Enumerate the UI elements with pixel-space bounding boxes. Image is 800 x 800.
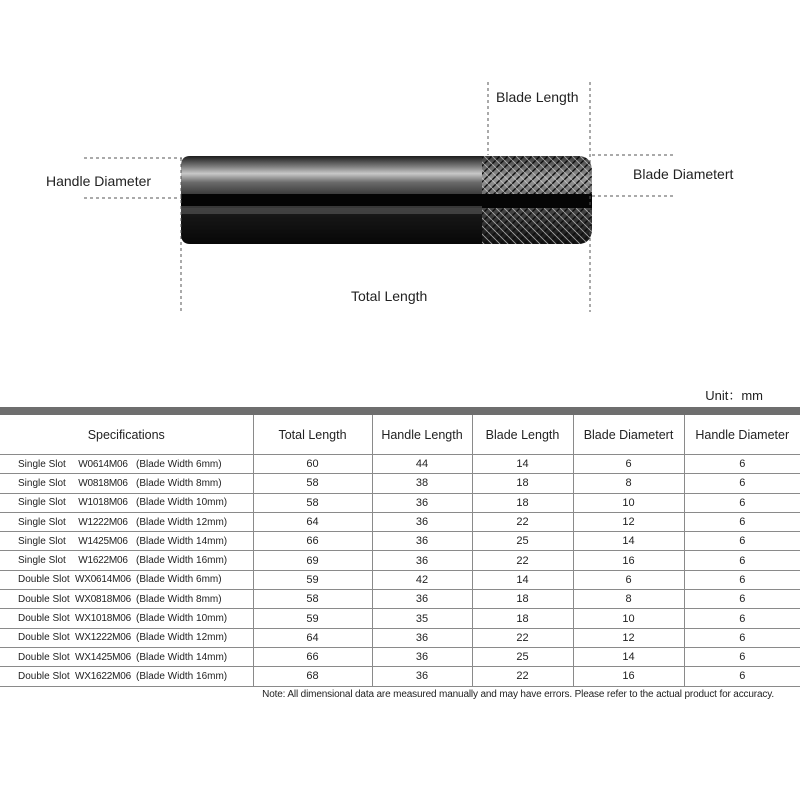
handle-length-cell: 38 <box>372 474 472 493</box>
spec-cell <box>0 628 253 647</box>
spec-cell <box>0 570 253 589</box>
blade-width: (Blade Width 12mm) <box>136 516 228 528</box>
handle-length-cell: 42 <box>372 570 472 589</box>
table-row <box>0 647 800 666</box>
blade-length-cell: 14 <box>472 455 573 474</box>
blade-diameter-cell: 6 <box>573 455 684 474</box>
blade-width: (Blade Width 8mm) <box>136 593 222 605</box>
handle-length-cell: 36 <box>372 628 472 647</box>
blade-diameter-cell: 8 <box>573 590 684 609</box>
total-length-cell: 59 <box>253 609 372 628</box>
slot-type: Single Slot <box>18 555 66 567</box>
blade-diameter-cell: 14 <box>573 532 684 551</box>
handle-diameter-cell: 6 <box>684 455 800 474</box>
blade-length-cell: 22 <box>472 628 573 647</box>
spec-cell <box>0 609 253 628</box>
blade-diameter-cell: 16 <box>573 551 684 570</box>
blade-width: (Blade Width 10mm) <box>136 497 228 509</box>
blade-width: (Blade Width 14mm) <box>136 535 228 547</box>
handle-length-cell: 36 <box>372 512 472 531</box>
header-blade-diameter: Blade Diametert <box>573 415 684 455</box>
slot-type: Single Slot <box>18 535 66 547</box>
total-length-cell: 66 <box>253 647 372 666</box>
spec-cell <box>0 590 253 609</box>
spec-cell <box>0 474 253 493</box>
blade-length-cell: 18 <box>472 609 573 628</box>
handle-diameter-cell: 6 <box>684 628 800 647</box>
total-length-label: Total Length <box>351 288 428 304</box>
blade-diameter-cell: 12 <box>573 628 684 647</box>
blade-diameter-cell: 10 <box>573 609 684 628</box>
header-handle-diameter: Handle Diameter <box>684 415 800 455</box>
handle-length-cell: 44 <box>372 455 472 474</box>
disclaimer-note: Note: All dimensional data are measured manually and may have errors. Please refer to the actual product for accuracy. <box>262 689 774 700</box>
blade-length-label: Blade Length <box>496 89 579 105</box>
model-code: W1018M06 <box>78 497 128 509</box>
model-code: W1622M06 <box>78 555 128 567</box>
spec-cell <box>0 551 253 570</box>
blade-length-cell: 22 <box>472 667 573 686</box>
header-handle-length: Handle Length <box>372 415 472 455</box>
blade-length-cell: 25 <box>472 532 573 551</box>
handle-diameter-cell: 6 <box>684 532 800 551</box>
model-code: W0818M06 <box>78 477 128 489</box>
tool-blade <box>482 156 594 246</box>
total-length-cell: 69 <box>253 551 372 570</box>
handle-length-cell: 36 <box>372 590 472 609</box>
spec-cell <box>0 667 253 686</box>
blade-length-cell: 14 <box>472 570 573 589</box>
table-row <box>0 551 800 570</box>
spec-cell <box>0 512 253 531</box>
blade-width: (Blade Width 12mm) <box>136 632 228 644</box>
blade-length-cell: 22 <box>472 551 573 570</box>
table-row <box>0 628 800 647</box>
table-row <box>0 474 800 493</box>
blade-width: (Blade Width 8mm) <box>136 477 222 489</box>
model-code: WX1622M06 <box>74 670 131 682</box>
blade-diameter-cell: 16 <box>573 667 684 686</box>
handle-diameter-label: Handle Diameter <box>46 173 152 189</box>
handle-length-cell: 36 <box>372 647 472 666</box>
handle-length-cell: 36 <box>372 551 472 570</box>
blade-width: (Blade Width 10mm) <box>136 613 228 625</box>
blade-length-cell: 22 <box>472 512 573 531</box>
model-code: W1425M06 <box>78 535 128 547</box>
blade-width: (Blade Width 14mm) <box>136 651 228 663</box>
total-length-cell: 68 <box>253 667 372 686</box>
blade-diameter-cell: 12 <box>573 512 684 531</box>
model-code: WX1018M06 <box>74 613 131 625</box>
handle-diameter-cell: 6 <box>684 667 800 686</box>
model-code: WX1425M06 <box>74 651 131 663</box>
spec-cell <box>0 493 253 512</box>
table-row <box>0 570 800 589</box>
handle-diameter-cell: 6 <box>684 590 800 609</box>
spec-cell <box>0 455 253 474</box>
handle-length-cell: 36 <box>372 493 472 512</box>
header-specifications: Specifications <box>0 415 253 455</box>
handle-diameter-cell: 6 <box>684 647 800 666</box>
product-diagram <box>0 0 800 330</box>
model-code: WX0614M06 <box>74 574 131 586</box>
blade-diameter-cell: 10 <box>573 493 684 512</box>
table-row <box>0 493 800 512</box>
blade-diameter-cell: 14 <box>573 647 684 666</box>
table-body <box>0 455 800 687</box>
slot-type: Double Slot <box>18 632 70 644</box>
slot-type: Single Slot <box>18 458 66 470</box>
slot-type: Double Slot <box>18 651 70 663</box>
handle-diameter-cell: 6 <box>684 493 800 512</box>
blade-length-cell: 18 <box>472 590 573 609</box>
blade-diameter-cell: 8 <box>573 474 684 493</box>
handle-length-cell: 35 <box>372 609 472 628</box>
handle-diameter-cell: 6 <box>684 474 800 493</box>
total-length-cell: 64 <box>253 628 372 647</box>
total-length-cell: 59 <box>253 570 372 589</box>
total-length-cell: 58 <box>253 474 372 493</box>
slot-type: Double Slot <box>18 593 70 605</box>
spec-cell <box>0 647 253 666</box>
unit-label: Unit：mm <box>705 388 763 403</box>
table-row <box>0 609 800 628</box>
slot-type: Double Slot <box>18 670 70 682</box>
total-length-cell: 64 <box>253 512 372 531</box>
handle-length-cell: 36 <box>372 532 472 551</box>
model-code: WX0818M06 <box>74 593 131 605</box>
blade-diameter-cell: 6 <box>573 570 684 589</box>
blade-diameter-label: Blade Diametert <box>633 166 734 182</box>
table-header-row <box>0 415 800 455</box>
handle-length-cell: 36 <box>372 667 472 686</box>
table-row <box>0 590 800 609</box>
blade-width: (Blade Width 6mm) <box>136 458 222 470</box>
total-length-cell: 58 <box>253 590 372 609</box>
tool-shank <box>181 156 491 244</box>
blade-width: (Blade Width 6mm) <box>136 574 222 586</box>
blade-width: (Blade Width 16mm) <box>136 670 228 682</box>
table-row <box>0 455 800 474</box>
total-length-cell: 58 <box>253 493 372 512</box>
handle-diameter-cell: 6 <box>684 512 800 531</box>
blade-length-cell: 25 <box>472 647 573 666</box>
total-length-cell: 66 <box>253 532 372 551</box>
model-code: WX1222M06 <box>74 632 131 644</box>
total-length-cell: 60 <box>253 455 372 474</box>
blade-length-cell: 18 <box>472 493 573 512</box>
handle-diameter-cell: 6 <box>684 570 800 589</box>
spec-table <box>0 407 800 687</box>
slot-type: Single Slot <box>18 516 66 528</box>
slot-type: Double Slot <box>18 613 70 625</box>
table-row <box>0 532 800 551</box>
table-row <box>0 512 800 531</box>
table-top-bar <box>0 407 800 415</box>
handle-diameter-cell: 6 <box>684 551 800 570</box>
slot-type: Single Slot <box>18 477 66 489</box>
blade-length-cell: 18 <box>472 474 573 493</box>
header-total-length: Total Length <box>253 415 372 455</box>
handle-diameter-cell: 6 <box>684 609 800 628</box>
model-code: W0614M06 <box>78 458 128 470</box>
table-row <box>0 667 800 686</box>
spec-cell <box>0 532 253 551</box>
blade-width: (Blade Width 16mm) <box>136 555 228 567</box>
header-blade-length: Blade Length <box>472 415 573 455</box>
model-code: W1222M06 <box>78 516 128 528</box>
slot-type: Double Slot <box>18 574 70 586</box>
slot-type: Single Slot <box>18 497 66 509</box>
